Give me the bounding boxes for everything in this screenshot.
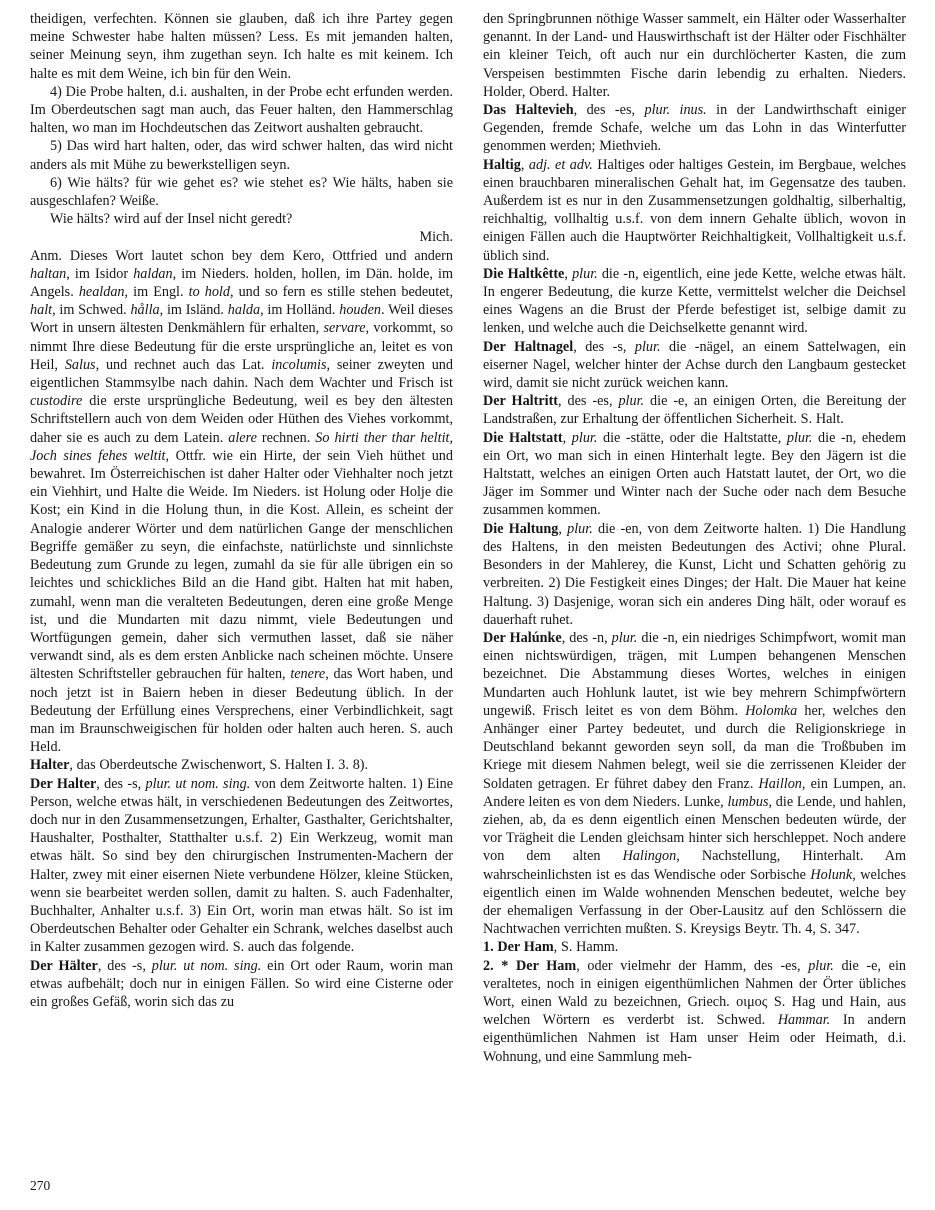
text-run: , im Engl.	[124, 284, 189, 301]
text-run: her, welches den Anhänger einer Partey bedeutet, und durch die Religionskriege in Deutschland bekannt geworden seyn soll, da man die Troßbuben im Kriege mit diesem Nahmen belegt, weil sie die zerrissenen Kleider der Soldaten getragen. Er führet dabey den Franz.	[483, 702, 906, 792]
text-run: , Nachstellung, Hinterhalt. Am wahrscheinlichsten ist es das Wendische oder Sorbische	[483, 848, 906, 883]
headword: Haltig	[483, 156, 521, 173]
right-column	[483, 10, 906, 1066]
text-run: , im Nieders. holden, hollen, im Dän. holde, im Angels.	[30, 265, 453, 301]
text-run: theidigen, verfechten. Können sie glauben, daß ich ihre Partey gegen meine Schwester habe halten müssen? Less. Es mit jemanden halten, seiner Meinung seyn, ihm zugethan seyn. Ich halte es mit keinem. Ich halte es mit dem Weine, ich bin für den Wein.	[30, 11, 453, 82]
text-run: Haltiges oder haltiges Gestein, im Bergbaue, welches einen brauchbaren mineralischen Gehalt hat, im Gegensatze des tauben. Außerdem ist es nur in den Zusammensetzungen goldhaltig, silberhaltig, reichhaltig, vollhaltig u.s.f. von dem innern Gehalte üblich, wovon in einigen Fällen auch die Hauptwörter Reichhaltigkeit, Vollhaltigkeit u.s.f. üblich sind.	[483, 156, 907, 264]
headword: Das Haltevieh	[483, 102, 574, 119]
text-run: , und so fern es stille stehen bedeutet,	[229, 284, 454, 301]
paragraph	[30, 83, 453, 138]
page-number: 270	[30, 1178, 51, 1193]
text-run: die -e, ein veraltetes, noch in einigen eigenthümlichen Nahmen der Örter übliches Wort, einen Wald zu bezeichnen, Griech. οιμος S. Hag und Hain, aus welchen Wörtern es verderbt ist. Schwed.	[483, 957, 906, 1029]
italic-run: Holomka	[745, 702, 798, 719]
italic-run: plur.	[611, 629, 638, 646]
text-run: , des -s,	[96, 775, 146, 792]
italic-run: plur.	[572, 265, 598, 282]
italic-run: healdan	[78, 284, 125, 301]
text-run: welches eigentlich einen im Walde wohnenden Menschen bedeutet, welche bey der ehemaligen Verfassung in der Ober-Lausitz auf den Schlössern die Nachtwachen verrichten mußten. S. Kreysigs Beytr. Th. 4, S. 347.	[483, 866, 906, 938]
text-run: die -stätte, oder die Haltstatte,	[597, 429, 787, 446]
italic-run: plur.	[567, 520, 593, 537]
text-run: 6) Wie hälts? für wie gehet es? wie stehet es? Wie hälts, haben sie ausgeschlafen? Weiße.	[30, 174, 453, 210]
text-run: die -nägel, an einem Sattelwagen, ein eiserner Nagel, welcher hinter der Achse durch den Langbaum gestecket wird, damit sie nicht zurück weichen kann.	[483, 338, 906, 392]
text-run: . Weil dieses Wort in unsern ältesten Denkmählern für erhalten,	[30, 302, 453, 337]
text-run: , des -es,	[558, 393, 619, 410]
paragraph	[30, 174, 453, 210]
text-run: , das Wort haben, und noch jetzt ist in Baiern heben in dieser Bedeutung üblich. In der Bedeutung der Erfüllung eines Versprechens, einer Verbindlichkeit, sagt man im Braunschweigischen für holden oder halten auch heren. S. auch Held.	[30, 666, 453, 756]
left-column	[30, 10, 453, 1066]
text-run: , oder vielmehr der Hamm, des -es,	[576, 957, 809, 974]
paragraph	[30, 957, 453, 1012]
text-run: , das Oberdeutsche Zwischenwort, S. Halten I. 3. 8).	[69, 757, 369, 774]
italic-run: plur.	[571, 429, 598, 446]
italic-run: plur.	[786, 429, 813, 446]
italic-run: Salus	[64, 356, 96, 373]
text-run: die -e, an einigen Orten, die Bereitung der Landstraßen, zur Erhaltung der öffentlichen Sicherheit. S. Halt.	[483, 393, 906, 428]
paragraph	[483, 265, 906, 338]
headword: Der Haltritt	[483, 393, 559, 410]
paragraph	[483, 520, 906, 629]
italic-run: plur. ut nom. sing.	[151, 957, 262, 974]
text-run: von dem Zeitworte halten. 1) Eine Person, welche etwas hält, in verschiedenen Bedeutungen des Zeitwortes, doch nur in den Zusammensetzungen, Erhalter, Gasthalter, Gerichtshalter, Haushalter, Posthalter, Statthalter u.s.f. 2) Ein Werkzeug, womit man etwas hält. So sind bey den chirurgischen Instrumenten-Machern der Halter, zwey mit einer eisernen Niete verbundene Hölzer, kleine Stücken, wenn sie bearbeitet werden sollen, damit zu halten. S. auch Fadenhalter, Buchhalter, Anhalter u.s.f. 3) Ein Ort, worin man etwas hält. So ist im Oberdeutschen Behalter oder Gehalter ein Schrank, welches daselbst auch in Kalter zusammen gezogen wird. S. auch das folgende.	[30, 775, 453, 956]
text-run: ,	[562, 429, 572, 446]
headword: Die Haltkêtte	[483, 265, 565, 282]
italic-run: plur. ut nom. sing.	[145, 775, 251, 792]
italic-run: houden	[339, 302, 382, 319]
paragraph	[30, 775, 453, 957]
headword: Halter	[30, 757, 70, 774]
italic-run: tenere	[290, 666, 326, 683]
text-run: , und rechnet auch das Lat.	[95, 356, 272, 373]
paragraph	[30, 756, 453, 774]
text-run: 4) Die Probe halten, d.i. aushalten, in der Probe echt erfunden werden. Im Oberdeutschen sagt man auch, das Feuer halten, den Hammerschlag halten, wo man im Hochdeutschen das Zeitwort aushalten gebraucht.	[30, 83, 453, 137]
text-run: ,	[558, 520, 568, 537]
italic-run: Holunk,	[810, 866, 856, 883]
text-run: , des -s,	[97, 957, 152, 974]
paragraph	[30, 210, 453, 228]
paragraph	[483, 392, 906, 428]
text-run: rechnen.	[256, 429, 316, 446]
italic-run: Haillon	[758, 775, 802, 792]
text-run: , im Isländ.	[159, 302, 228, 319]
paragraph	[483, 938, 906, 956]
italic-run: servare	[323, 320, 366, 337]
text-run: ,	[564, 265, 573, 282]
italic-run: plur.	[808, 957, 834, 974]
text-run: , S. Hamm.	[553, 939, 619, 956]
italic-run: custodire	[30, 393, 83, 410]
headword: Der Hälter	[30, 957, 98, 974]
italic-run: Hammar.	[777, 1012, 831, 1029]
headword: Die Haltung	[483, 520, 559, 537]
headword: Die Haltstatt	[483, 429, 563, 446]
text-run: ,	[520, 156, 529, 173]
dictionary-page	[30, 10, 906, 1066]
italic-run: halda	[227, 302, 261, 319]
paragraph	[483, 429, 906, 520]
text-run: den Springbrunnen nöthige Wasser sammelt, ein Hälter oder Wasserhalter genannt. In der Land- und Hauswirthschaft ist der Hälter oder Fischhälter ein kleiner Teich, oft auch nur ein durchlöcherter Kasten, die zum Verspeisen bestimmten Fische darin lebendig zu erhalten. Nieders. Holder, Oberd. Halter.	[483, 11, 906, 100]
text-run: , vorkommt, so nimmt Ihre diese Bedeutung für die erste ursprüngliche an, leitet es von Heil,	[30, 320, 453, 373]
paragraph	[30, 247, 453, 757]
headword: Der Halúnke	[483, 629, 562, 646]
paragraph	[30, 137, 453, 173]
text-run: Wie hälts? wird auf der Insel nicht geredt?	[50, 211, 293, 228]
italic-run: So hirti ther thar heltit, Joch sines fehes weltit,	[30, 429, 453, 464]
paragraph	[483, 957, 906, 1066]
text-run: , im Holländ.	[260, 302, 340, 319]
text-run: Anm. Dieses Wort lautet schon bey dem Kero, Ottfried und andern	[30, 247, 453, 264]
headword: Der Haltnagel	[483, 338, 574, 355]
text-columns	[30, 10, 906, 1066]
paragraph	[483, 338, 906, 393]
text-run: , im Isidor	[66, 265, 134, 282]
text-run: ein Ort oder Raum, worin man etwas aufbehält; doch nur in einigen Fällen. So wird eine Cisterne oder ein großes Gefäß, worin sich das zu	[30, 957, 453, 1010]
text-run: , ein Lumpen, an. Andere leiten es von dem Nieders. Lunke,	[483, 775, 906, 810]
italic-run: plur.	[634, 338, 661, 355]
paragraph	[30, 228, 453, 246]
text-run: 5) Das wird hart halten, oder, das wird schwer halten, das wird nicht anders als mit Mühe zu bewerkstelligen seyn.	[30, 138, 453, 173]
italic-run: alere	[228, 429, 257, 446]
paragraph	[483, 101, 906, 156]
text-run: die -n, eigentlich, eine jede Kette, welche etwas hält. In engerer Bedeutung, die kurze Kette, vermittelst welcher die Deichsel eines Wagens an die Brust der Pferde befestiget ist, selbige damit zu lenken, und welche auch die Deichselkette genannt wird.	[483, 265, 906, 337]
text-run: , im Schwed.	[52, 302, 131, 319]
italic-run: halt	[30, 302, 53, 319]
paragraph	[483, 156, 906, 265]
italic-run: plur. inus.	[644, 102, 707, 119]
text-run: die -en, von dem Zeitworte halten. 1) Die Handlung des Haltens, in den meisten Bedeutungen des Activi; ohne Plural. Besonders in der Mahlerey, die Kunst, Licht und Schatten gehörig zu verbreiten. 2) Die Festigkeit eines Dinges; der Halt. Die Mauer hat keine Haltung. 3) Dasjenige, woran sich ein anderes Ding hält, oder worauf es dauerhaft ruhet.	[483, 520, 907, 628]
text-run: , seiner zweyten und eigentlichen Stammsylbe nach dahin. Nach dem Wachter und Frisch ist	[30, 356, 453, 392]
italic-run: haltan	[30, 265, 67, 282]
text-run: die -n, ein niedriges Schimpfwort, womit man einen nichtswürdigen, trägen, mit Lumpen behangenen Menschen bezeichnet. Die Abstammung dieses Wortes, welches in einigen Mundarten auch Hohlunk lautet, ist wie bey mehrern Schimpfwörtern ungewiß. Frisch leitet es von dem Böhm.	[483, 629, 907, 719]
italic-run: hålla	[130, 302, 160, 319]
text-run: Mich.	[419, 229, 453, 246]
text-run: , die Lende, und hahlen, ziehen, ab, da es denn eigentlich einen Menschen bedeuten würde, der vor Trägheit die Lenden gleichsam hinter sich herschleppet. Noch andere von dem alten	[483, 793, 906, 865]
text-run: die erste ursprüngliche Bedeutung, weil es bey den ältesten Schriftstellern auch von dem Weiden oder Hüthen des Viehes vorkommt, daher sie es auch zu dem Latein.	[30, 393, 453, 446]
italic-run: plur.	[618, 393, 645, 410]
text-run: , des -es,	[573, 102, 645, 119]
paragraph	[30, 10, 453, 83]
italic-run: to hold	[188, 284, 230, 301]
italic-run: haldan	[133, 265, 173, 282]
italic-run: incolumis	[271, 356, 327, 373]
text-run: , des -n,	[561, 629, 612, 646]
paragraph	[483, 629, 906, 938]
text-run: Ottfr. wie ein Hirte, der sein Vieh hüthet und bewahret. Im Österreichischen ist daher Halter oder Viehhalter noch jetzt ein Viehhirt, und Halte die Weide. Im Nieders. ist Holung oder Holje die Kost; ein Kind in die Holung thun, in die Kost. Allein, es scheint der Analogie anderer Wörter und dem natürlichen Gange der menschlichen Begriffe gemäßer zu seyn, die einfachste, natürlichste und sinnlichste Bedeutung zum Grunde zu legen, zumahl da sie für alle übrigen ein so leichtes und schickliches Bild an die Hand gibt. Halten hat mit haben, zumahl, wenn man die veralteten Bedeutungen, deren eine große Menge ist, und die Mundarten mit dazu nimmt, viele Bedeutungen und Wortfügungen gemein, daher sich vermuthen lasset, daß sie näher verwandt sind, als es dem ersten Anblicke nach scheinen möchte. Unsere ältesten Schriftsteller gebrauchen für halten,	[30, 447, 453, 683]
italic-run: Halingon	[622, 848, 677, 865]
headword: 2. * Der Ham	[483, 957, 577, 974]
paragraph	[483, 10, 906, 101]
text-run: In andern eigenthümlichen Nahmen ist Ham unser Heim oder Heimath, d.i. Wohnung, und eine Sammlung meh-	[483, 1012, 906, 1065]
italic-run: adj. et adv.	[528, 156, 593, 173]
text-run: die -n, ehedem ein Ort, wo man sich in einen Hinterhalt legte. Bey den Jägern ist die Haltstatt, welches an einigen Orten auch Hatstatt lautet, der Ort, wo die Jäger im Sommer und Winter nach der Suche oder nach dem Besuche zusammen kommen.	[483, 429, 906, 519]
headword: 1. Der Ham	[483, 939, 554, 956]
text-run: , des -s,	[573, 338, 635, 355]
headword: Der Halter	[30, 775, 97, 792]
italic-run: lumbus	[727, 793, 769, 810]
text-run: in der Landwirthschaft einiger Gegenden, fremde Schafe, welche um das Lohn in das Winterfutter genommen werden; Miethvieh.	[483, 102, 906, 155]
